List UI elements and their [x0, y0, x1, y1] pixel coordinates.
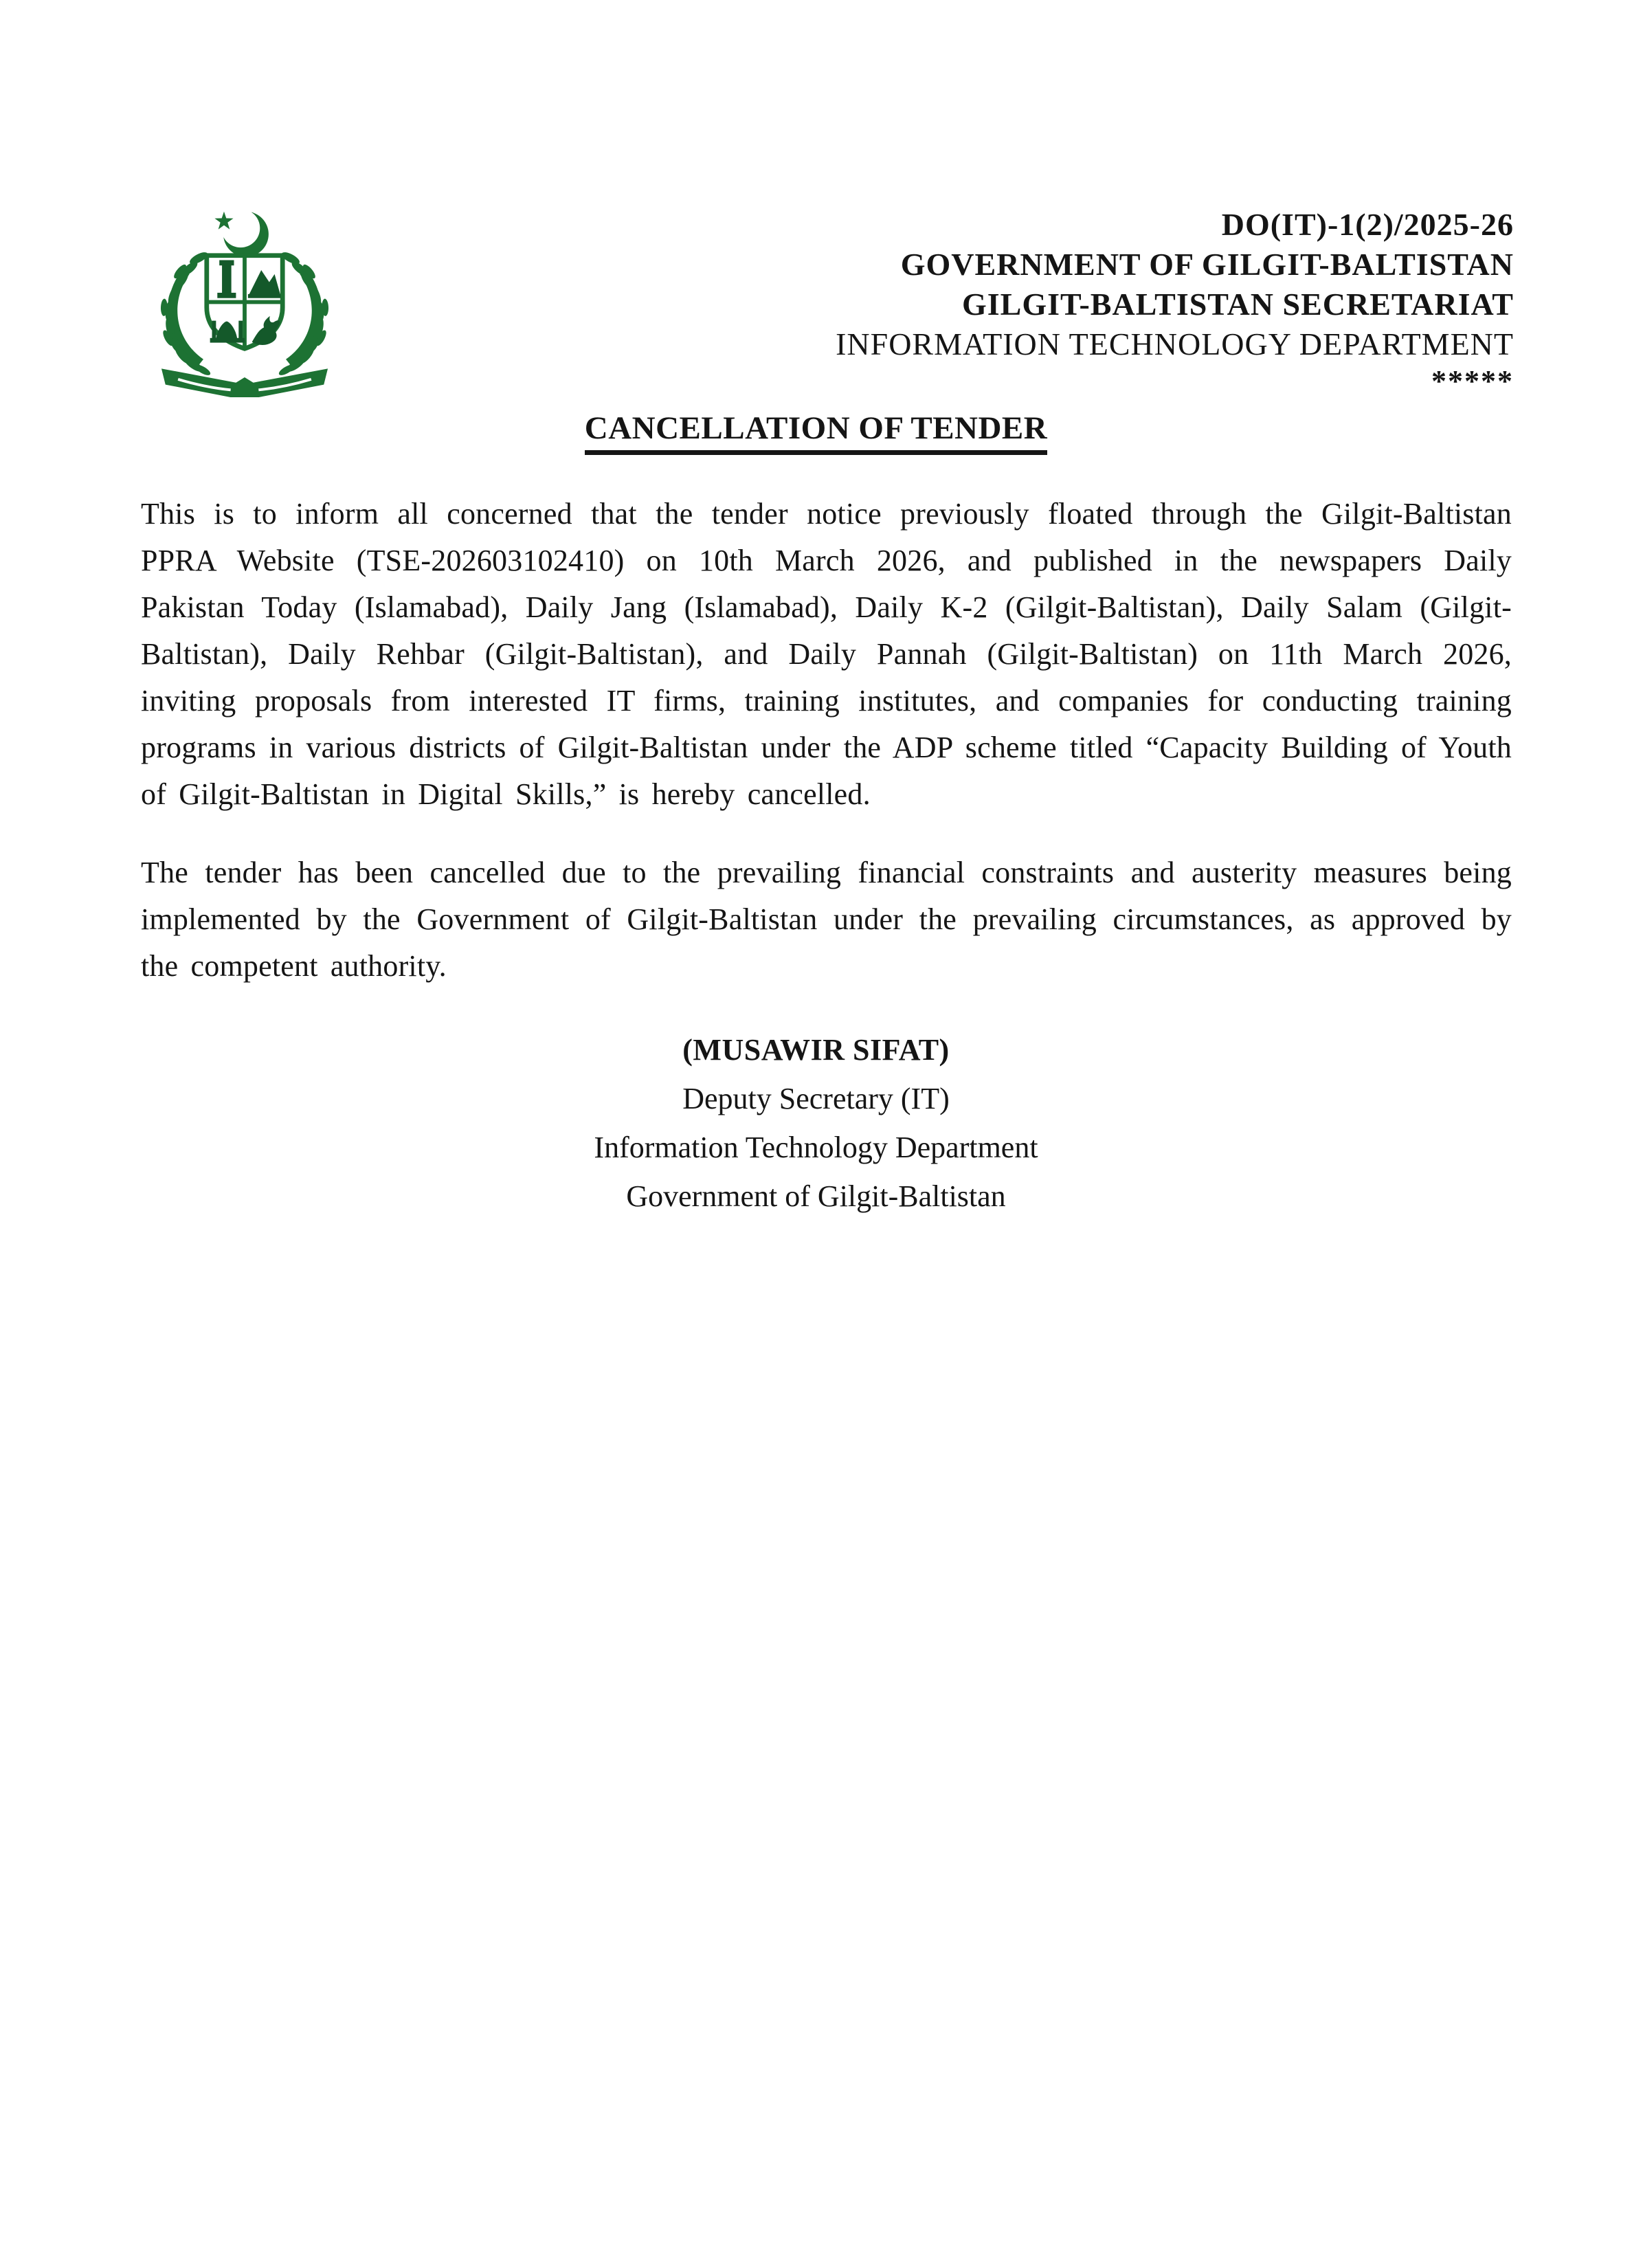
signatory-department: Information Technology Department [594, 1131, 1038, 1164]
gilgit-baltistan-emblem-icon [141, 208, 348, 397]
stars-separator: ***** [1431, 364, 1514, 398]
department-line: INFORMATION TECHNOLOGY DEPARTMENT [836, 326, 1514, 362]
signature-block [0, 1025, 1632, 1221]
ribbon-icon [161, 368, 328, 397]
body-paragraph-1: This is to inform all concerned that the tender notice previously floated through the Gilgit-Baltistan PPRA Website (TSE-202603102410) on 10th March 2026, and published in the newspapers Daily Pakistan Today (Islamabad), Daily Jang (Islamabad), Daily K-2 (Gilgit-Baltistan), Daily Salam (Gilgit-Baltistan), Daily Rehbar (Gilgit-Baltistan), and Daily Pannah (Gilgit-Baltistan) on 11th March 2026, inviting proposals from interested IT firms, training institutes, and companies for conducting training programs in various districts of Gilgit-Baltistan under the ADP scheme titled “Capacity Building of Youth of Gilgit-Baltistan in Digital Skills,” is hereby cancelled. [141, 497, 1512, 811]
letterhead [0, 0, 1632, 399]
body-paragraph-2: The tender has been cancelled due to the prevailing financial constraints and austerity measures being implemented by the Government of Gilgit-Baltistan under the prevailing circumstances, as approved by the competent authority. [141, 856, 1512, 983]
signatory-government: Government of Gilgit-Baltistan [626, 1179, 1006, 1213]
tower-glyph [222, 263, 232, 295]
shield-icon [207, 256, 282, 349]
secretariat-line: GILGIT-BALTISTAN SECRETARIAT [961, 287, 1514, 322]
reference-number: DO(IT)-1(2)/2025-26 [1221, 207, 1514, 242]
document-title: CANCELLATION OF TENDER [585, 410, 1047, 455]
letterhead-text-block [836, 203, 1514, 399]
crescent-icon [214, 209, 268, 257]
signatory-name: (MUSAWIR SIFAT) [682, 1033, 950, 1067]
title-row [0, 410, 1632, 455]
government-emblem-logo [141, 208, 348, 397]
government-line: GOVERNMENT OF GILGIT-BALTISTAN [900, 247, 1514, 282]
signatory-designation: Deputy Secretary (IT) [682, 1082, 950, 1115]
